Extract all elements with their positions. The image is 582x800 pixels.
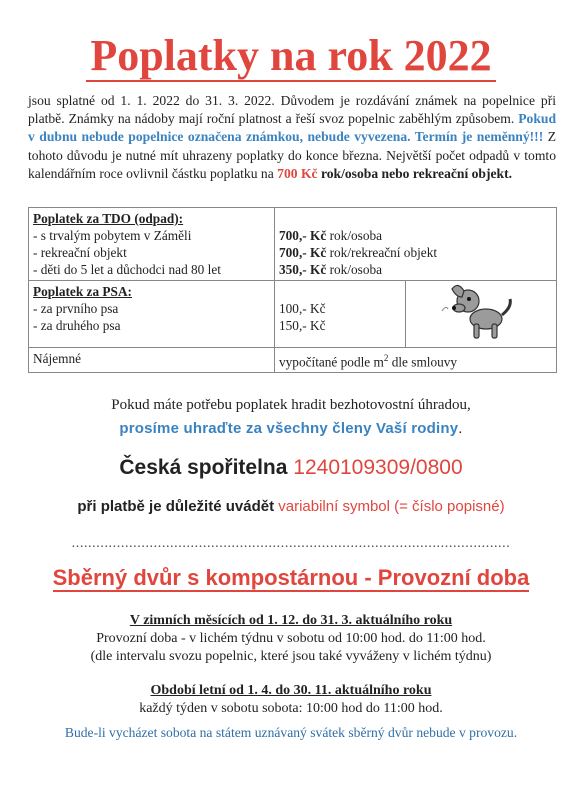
tdo-labels (29, 208, 275, 281)
payment-line-1: Pokud máte potřebu poplatek hradit bezhotovostní úhradou, (111, 397, 471, 413)
rent-value: vypočítané podle $m^2$ dle smlouvy (275, 348, 557, 373)
psa-prices (275, 281, 406, 348)
rent-row (29, 348, 557, 373)
summer-heading: Období letní od 1. 4. do 30. 11. aktuálního roku (150, 683, 432, 698)
psa-row-label: - za prvního psa (33, 301, 119, 316)
fees-table (28, 207, 557, 373)
tdo-row (29, 208, 557, 281)
psa-heading: Poplatek za PSA: (33, 284, 132, 299)
account-number: 1240109309/0800 (293, 456, 463, 479)
intro-paragraph (28, 92, 556, 183)
yard-heading: Sběrný dvůr s kompostárnou - Provozní doba (52, 565, 530, 590)
tdo-prices (275, 208, 557, 281)
winter-line-2: (dle intervalu svozu popelnic, které jsou také vyváženy v lichém týdnu) (90, 649, 492, 664)
bank-name: Česká spořitelna (119, 456, 288, 479)
dog-cell (406, 281, 557, 348)
rent-label: Nájemné (29, 348, 275, 373)
winter-hours (0, 612, 582, 666)
psa-row-label: - za druhého psa (33, 318, 121, 333)
winter-line-1: Provozní doba - v lichém týdnu v sobotu od 10:00 hod. do 11:00 hod. (96, 631, 486, 646)
holiday-note: Bude-li vycházet sobota na státem uznávaný svátek sběrný dvůr nebude v provozu. (64, 725, 518, 740)
psa-row (29, 281, 557, 348)
tdo-row-label: - děti do 5 let a důchodci nad 80 let (33, 262, 221, 277)
tdo-row-label: - s trvalým pobytem v Záměli (33, 228, 192, 243)
dog-icon (406, 281, 562, 345)
intro-amount: 700 Kč (277, 165, 318, 181)
intro-text-1: jsou splatné od 1. 1. 2022 do 31. 3. 2022. Důvodem je rozdávání známek na popelnice při platbě. Známky na nádoby mají roční platnost a řeší svoz popelnic zaběhlým způsobem. (28, 93, 556, 127)
bank-line (0, 456, 582, 480)
dotted-divider: ........................................................................................................... (71, 536, 511, 551)
psa-price: 150,- Kč (279, 318, 326, 333)
summer-line-1: každý týden v sobotu sobota: 10:00 hod do 11:00 hod. (139, 701, 443, 716)
summer-hours (0, 682, 582, 718)
psa-price: 100,- Kč (279, 301, 326, 316)
intro-text-3: rok/osoba nebo rekreační objekt. (317, 165, 513, 181)
variable-symbol-line: při platbě je důležité uvádět variabilní symbol (= číslo popisné) (77, 498, 505, 515)
payment-line-2: prosíme uhraďte za všechny členy Vaší rodiny. (119, 420, 463, 437)
tdo-price-line: 700,- Kč rok/osoba (279, 228, 383, 243)
intro-text-2: Z tohoto důvodu je nutné mít uhrazeny poplatky do konce března. Největší počet odpadů v tomto kalendářním roce ovlivnil částku poplatku na (28, 129, 557, 181)
tdo-heading: Poplatek za TDO (odpad): (33, 211, 184, 226)
tdo-price-line: 700,- Kč rok/rekreační objekt (279, 245, 438, 260)
tdo-row-label: - rekreační objekt (33, 245, 127, 260)
tdo-price-line: 350,- Kč rok/osoba (279, 262, 383, 277)
psa-labels (29, 281, 275, 348)
winter-heading: V zimních měsících od 1. 12. do 31. 3. aktuálního roku (129, 613, 453, 628)
page-title: Poplatky na rok 2022 (0, 30, 582, 82)
intro-highlight: Pokud v dubnu nebude popelnice označena známkou, nebude vyvezena. Termín je neměnný!!! (28, 111, 556, 145)
